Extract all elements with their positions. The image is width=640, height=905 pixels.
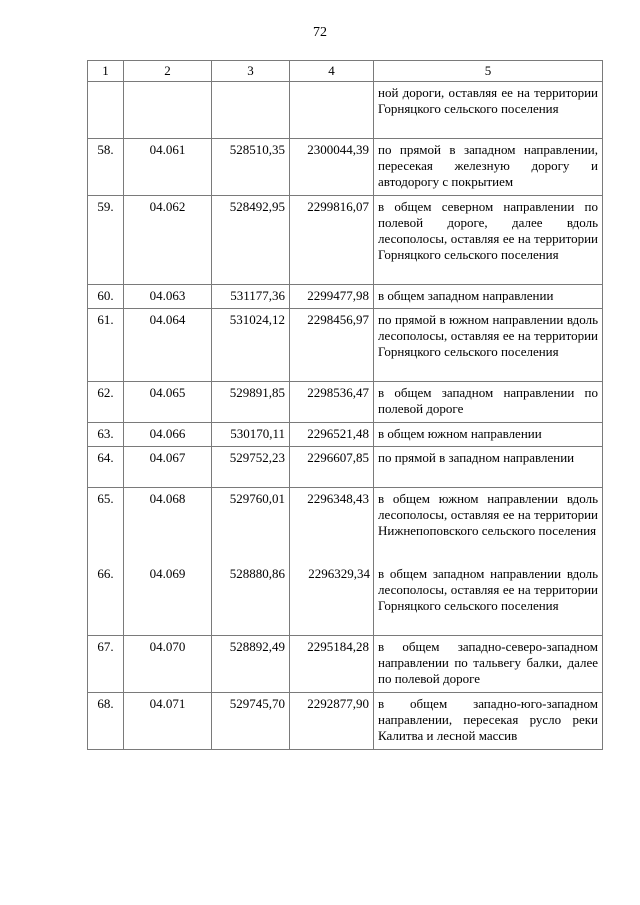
column-header-1: 1	[88, 61, 124, 82]
cell-x: 529745,70	[212, 693, 290, 750]
cell-y: 2300044,39	[290, 139, 374, 196]
cell-x: 528892,49	[212, 636, 290, 693]
cell-number: 65.	[97, 491, 114, 506]
cell-y: 2295184,28	[290, 636, 374, 693]
cell-y-pair	[290, 488, 374, 636]
cell-empty	[290, 82, 374, 139]
cell-point: 04.064	[124, 309, 212, 382]
table-row	[88, 423, 603, 447]
cell-description: в общем западно-юго-западном направлении, пересекая русло реки Калитва и лесной массив	[374, 693, 603, 750]
cell-x: 529752,23	[212, 447, 290, 488]
cell-number: 62.	[88, 382, 124, 423]
table-row	[88, 636, 603, 693]
cell-x: 528880,86	[229, 566, 285, 581]
cell-y: 2296521,48	[290, 423, 374, 447]
cell-number-pair	[88, 488, 124, 636]
cell-point: 04.068	[149, 491, 186, 506]
cell-number: 60.	[88, 285, 124, 309]
table-row	[88, 139, 603, 196]
cell-point: 04.070	[124, 636, 212, 693]
cell-empty	[124, 82, 212, 139]
cell-y: 2292877,90	[290, 693, 374, 750]
cell-point: 04.066	[124, 423, 212, 447]
cell-y: 2299816,07	[290, 196, 374, 285]
cell-number: 61.	[88, 309, 124, 382]
cell-description: в общем южном направлении	[374, 423, 603, 447]
cell-point: 04.071	[124, 693, 212, 750]
cell-description: в общем южном направлении вдоль лесополосы, оставляя ее на территории Нижнепоповского сельского поселения	[378, 491, 598, 538]
table-row	[88, 309, 603, 382]
cell-point: 04.069	[149, 566, 186, 581]
cell-y: 2296607,85	[290, 447, 374, 488]
cell-number: 63.	[88, 423, 124, 447]
cell-number: 68.	[88, 693, 124, 750]
cell-x: 528492,95	[212, 196, 290, 285]
cell-y: 2296348,43	[307, 491, 369, 506]
cell-y: 2298456,97	[290, 309, 374, 382]
cell-description: ной дороги, оставляя ее на территории Горняцкого сельского поселения	[374, 82, 603, 139]
cell-x: 528510,35	[212, 139, 290, 196]
cell-description: в общем западно-северо-западном направлении по тальвегу балки, далее по полевой дороге	[374, 636, 603, 693]
page-number: 72	[313, 25, 327, 40]
cell-point-pair	[124, 488, 212, 636]
cell-point: 04.061	[124, 139, 212, 196]
cell-number: 64.	[88, 447, 124, 488]
cell-y: 2298536,47	[290, 382, 374, 423]
cell-description: по прямой в западном направлении	[374, 447, 603, 488]
table-row	[88, 447, 603, 488]
cell-point: 04.067	[124, 447, 212, 488]
cell-empty	[212, 82, 290, 139]
cell-y: 2296329,34	[308, 566, 370, 581]
cell-number: 59.	[88, 196, 124, 285]
table-row-continuation	[88, 82, 603, 139]
table-row	[88, 196, 603, 285]
cell-description: в общем западном направлении вдоль лесополосы, оставляя ее на территории Горняцкого сельского поселения	[378, 566, 598, 613]
cell-x: 529891,85	[212, 382, 290, 423]
column-header-4: 4	[290, 61, 374, 82]
column-header-3: 3	[212, 61, 290, 82]
cell-description: в общем северном направлении по полевой дороге, далее вдоль лесополосы, оставляя ее на территории Горняцкого сельского поселения	[374, 196, 603, 285]
table-row-merged	[88, 488, 603, 636]
cell-description: в общем западном направлении по полевой дороге	[374, 382, 603, 423]
cell-point: 04.062	[124, 196, 212, 285]
cell-empty	[88, 82, 124, 139]
table-row	[88, 693, 603, 750]
cell-x-pair	[212, 488, 290, 636]
cell-number: 67.	[88, 636, 124, 693]
column-header-2: 2	[124, 61, 212, 82]
table-row	[88, 285, 603, 309]
cell-number: 58.	[88, 139, 124, 196]
column-header-5: 5	[374, 61, 603, 82]
boundary-coordinates-table	[87, 60, 603, 750]
cell-description: по прямой в западном направлении, пересекая железную дорогу и автодорогу с покрытием	[374, 139, 603, 196]
cell-point: 04.065	[124, 382, 212, 423]
cell-description-pair	[374, 488, 603, 636]
cell-x: 531024,12	[212, 309, 290, 382]
table-row	[88, 382, 603, 423]
table-header-row	[88, 61, 603, 82]
cell-x: 530170,11	[212, 423, 290, 447]
cell-x: 529760,01	[229, 491, 285, 506]
cell-point: 04.063	[124, 285, 212, 309]
cell-x: 531177,36	[212, 285, 290, 309]
cell-number: 66.	[97, 566, 114, 581]
cell-y: 2299477,98	[290, 285, 374, 309]
cell-description: по прямой в южном направлении вдоль лесополосы, оставляя ее на территории Горняцкого сельского поселения	[374, 309, 603, 382]
cell-description: в общем западном направлении	[374, 285, 603, 309]
